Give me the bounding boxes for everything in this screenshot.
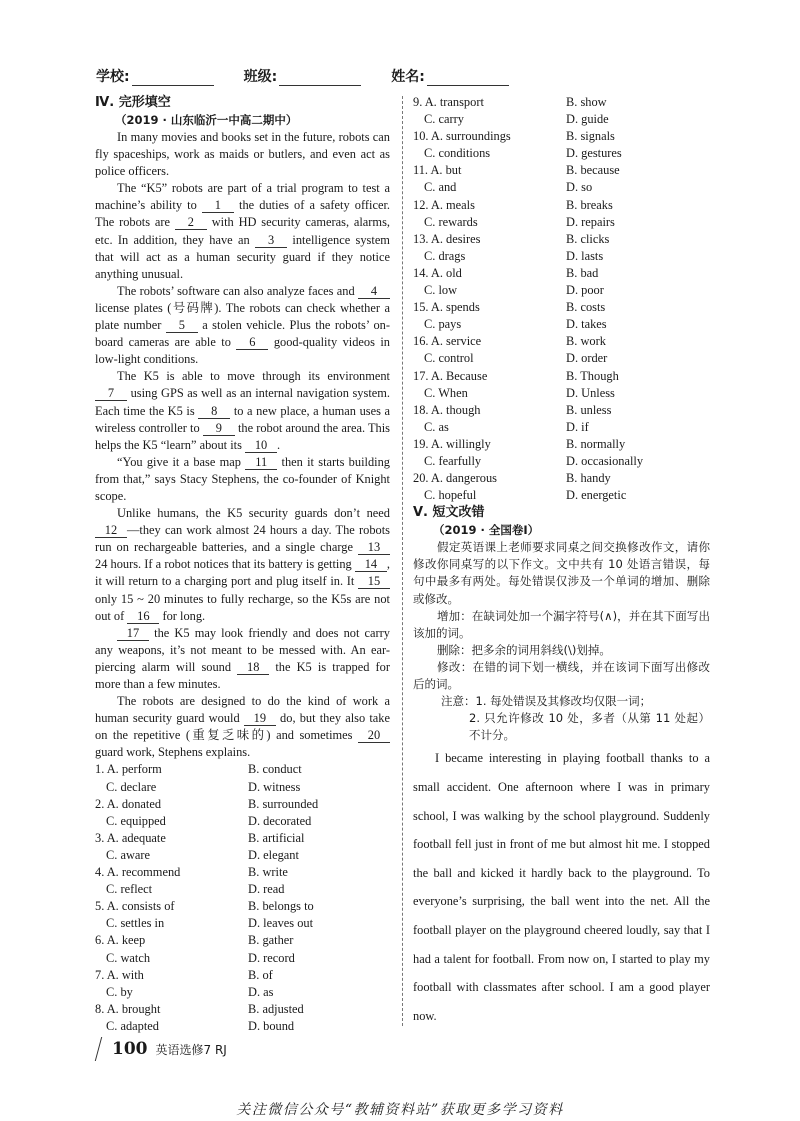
blank-4[interactable]: 4: [358, 284, 390, 299]
option-row: 3. A. adequate B. artificial: [95, 830, 305, 845]
option-row: 10. A. surroundings B. signals: [413, 129, 615, 144]
slash-mark: [95, 1037, 111, 1061]
option-row: 15. A. spends B. costs: [413, 300, 606, 315]
correction-essay[interactable]: I became interesting in playing football thanks to a small accident. One afternoon where I was in primary school, I was walking by the school playground. Suddenly football fell just in front of me but almost hit me. I stopped the ball and kicked it hardly back to the playground. To everyone’s surprising, the ball went into the net. All the football player on the playground cheered loudly, say that I had a talent for football. From now on, I started to play my football with classmates after school. I am a good player now.: [413, 751, 710, 1023]
cloze-paragraph-2: The “K5” robots are part of a trial program to test a machine’s ability to 1 the duties of a safety officer. The robots are 2 with HD security cameras, alarms, etc. In addition, they have an 3 intelligence system that will act as a human security guard if they notice anything unusual.: [95, 181, 390, 281]
blank-5[interactable]: 5: [166, 318, 198, 333]
option-row: C. control D. order: [424, 351, 608, 366]
option-row: 9. A. transport B. show: [413, 95, 607, 109]
option-row: C. low D. poor: [424, 283, 604, 298]
blank-15[interactable]: 15: [358, 574, 390, 589]
option-row: C. fearfully D. occasionally: [424, 453, 644, 468]
correction-source: （2019 · 全国卷Ⅰ）: [433, 523, 540, 538]
options-left: [95, 761, 390, 1035]
blank-13[interactable]: 13: [358, 540, 390, 555]
option-row: 12. A. meals B. breaks: [413, 197, 613, 212]
option-row: 4. A. recommend B. write: [95, 865, 288, 880]
option-row: C. carry D. guide: [424, 112, 609, 127]
option-row: 19. A. willingly B. normally: [413, 436, 626, 451]
cloze-source: （2019 · 山东临沂一中高二期中）: [115, 113, 298, 127]
name-field: [391, 60, 509, 86]
option-row: 2. A. donated B. surrounded: [95, 796, 319, 811]
blank-16[interactable]: 16: [127, 609, 159, 624]
blank-10[interactable]: 10: [245, 438, 277, 453]
class-blank[interactable]: [279, 70, 361, 86]
option-row: 13. A. desires B. clicks: [413, 231, 610, 246]
blank-17[interactable]: 17: [117, 626, 149, 641]
cloze-paragraph-7: 17 the K5 may look friendly and does not carry any weapons, it’s not meant to be messed with. An ear-piercing alarm will sound 18 the K5 is trapped for more than a few minutes.: [95, 625, 390, 691]
left-column: [95, 94, 390, 1035]
correction-modify-rule: 修改：在错的词下划一横线，并在该词下面写出修改后的词。: [413, 659, 710, 691]
school-label: 学校:: [96, 69, 130, 85]
blank-12[interactable]: 12: [95, 523, 127, 538]
option-row: C. pays D. takes: [424, 317, 607, 332]
cloze-paragraph-3: The robots’ software can also analyze faces and 4 license plates (号码牌). The robots can check whether a plate number 5 a stolen vehicle. Plus the robots’ on-board cameras are able to 6 good-quality videos in low-light conditions.: [95, 283, 390, 367]
option-row: 5. A. consists of B. belongs to: [95, 899, 314, 914]
blank-18[interactable]: 18: [237, 660, 269, 675]
option-row: C. equipped D. decorated: [106, 813, 312, 828]
page-number-block: [98, 1037, 227, 1061]
correction-intro: 假定英语课上老师要求同桌之间交换修改作文，请你修改你同桌写的以下作文。文中共有 10 处语言错误，每句中最多有两处。每处错误仅涉及一个单词的增加、删除或修改。: [413, 540, 710, 606]
option-row: 18. A. though B. unless: [413, 402, 612, 417]
option-row: 6. A. keep B. gather: [95, 933, 294, 948]
name-blank[interactable]: [427, 70, 509, 86]
blank-2[interactable]: 2: [175, 215, 207, 230]
cloze-title: Ⅳ. 完形填空: [95, 95, 171, 110]
correction-title: Ⅴ. 短文改错: [413, 505, 485, 521]
option-row: 20. A. dangerous B. handy: [413, 471, 611, 486]
option-row: C. conditions D. gestures: [424, 146, 622, 161]
option-row: C. aware D. elegant: [106, 847, 299, 862]
cloze-paragraph-4: The K5 is able to move through its environment 7 using GPS as well as an internal navigation system. Each time the K5 is 8 to a new place, a human uses a wireless controller to 9 the robot around the area. This helps the K5 “learn” about its 10 .: [95, 369, 390, 452]
blank-7[interactable]: 7: [95, 386, 127, 401]
column-divider: [402, 96, 403, 1026]
options-right: [413, 94, 710, 504]
blank-8[interactable]: 8: [198, 404, 230, 419]
option-row: C. and D. so: [424, 180, 593, 195]
cloze-paragraph-5: “You give it a base map 11 then it starts building from that,” says Stacy Stephens, the co-founder of Knight scope.: [95, 454, 390, 503]
cloze-paragraph-6: Unlike humans, the K5 security guards don’t need 12 —they can work almost 24 hours a day. The robots run on rechargeable batteries, and a single charge 13 24 hours. If a robot notices that its battery is getting 14 , it will return to a charging port and plug itself in. It 15 only 15 ~ 20 minutes to fully recharge, so the K5s are not out of 16 for long.: [95, 506, 390, 623]
option-row: C. adapted D. bound: [106, 1018, 295, 1033]
cloze-paragraph-1: In many movies and books set in the future, robots can fly spaceships, work as maids or butlers, and even act as police officers.: [95, 130, 390, 179]
blank-3[interactable]: 3: [255, 233, 287, 248]
option-row: C. rewards D. repairs: [424, 214, 615, 229]
option-row: C. drags D. lasts: [424, 248, 604, 263]
option-row: 14. A. old B. bad: [413, 265, 599, 280]
option-row: C. by D. as: [106, 984, 274, 999]
option-row: C. settles in D. leaves out: [106, 916, 314, 931]
option-row: 1. A. perform B. conduct: [95, 762, 302, 777]
option-row: C. watch D. record: [106, 950, 295, 965]
option-row: 7. A. with B. of: [95, 967, 273, 982]
student-info-header: [96, 60, 716, 86]
blank-19[interactable]: 19: [244, 711, 276, 726]
option-row: 8. A. brought B. adjusted: [95, 1001, 304, 1016]
class-field: [244, 60, 362, 86]
correction-add-rule: 增加：在缺词处加一个漏字符号(∧)，并在其下面写出该加的词。: [413, 608, 710, 640]
blank-14[interactable]: 14: [355, 557, 387, 572]
footer-note: 关注微信公众号“教辅资料站”获取更多学习资料: [236, 1102, 564, 1118]
option-row: C. declare D. witness: [106, 779, 301, 794]
cloze-paragraph-8: The robots are designed to do the kind of work a human security guard would 19 do, but they also take on the repetitive (重复乏味的) and sometimes 20 guard work, Stephens explains.: [95, 694, 390, 760]
blank-1[interactable]: 1: [202, 198, 234, 213]
correction-delete-rule: 删除：把多余的词用斜线(\)划掉。: [437, 642, 611, 657]
book-label: 英语选修7 RJ: [155, 1042, 227, 1057]
blank-6[interactable]: 6: [236, 335, 268, 350]
page-number: 100: [112, 1039, 148, 1059]
option-row: C. reflect D. read: [106, 882, 285, 897]
school-blank[interactable]: [132, 70, 214, 86]
option-row: C. hopeful D. energetic: [424, 488, 627, 503]
option-row: 17. A. Because B. Though: [413, 368, 619, 383]
blank-9[interactable]: 9: [203, 421, 235, 436]
blank-20[interactable]: 20: [358, 728, 390, 743]
class-label: 班级:: [243, 69, 278, 85]
school-field: [96, 60, 214, 86]
correction-note-2: 2. 只允许修改 10 处，多者（从第 11 处起）不计分。: [469, 711, 710, 743]
blank-11[interactable]: 11: [245, 455, 277, 470]
option-row: C. as D. if: [424, 419, 589, 434]
option-row: 11. A. but B. because: [413, 163, 620, 178]
option-row: C. When D. Unless: [424, 385, 615, 400]
name-label: 姓名:: [391, 69, 425, 85]
option-row: 16. A. service B. work: [413, 334, 606, 349]
right-column: [413, 94, 710, 1030]
correction-note-1: 注意：1. 每处错误及其修改均仅限一词；: [441, 694, 652, 709]
